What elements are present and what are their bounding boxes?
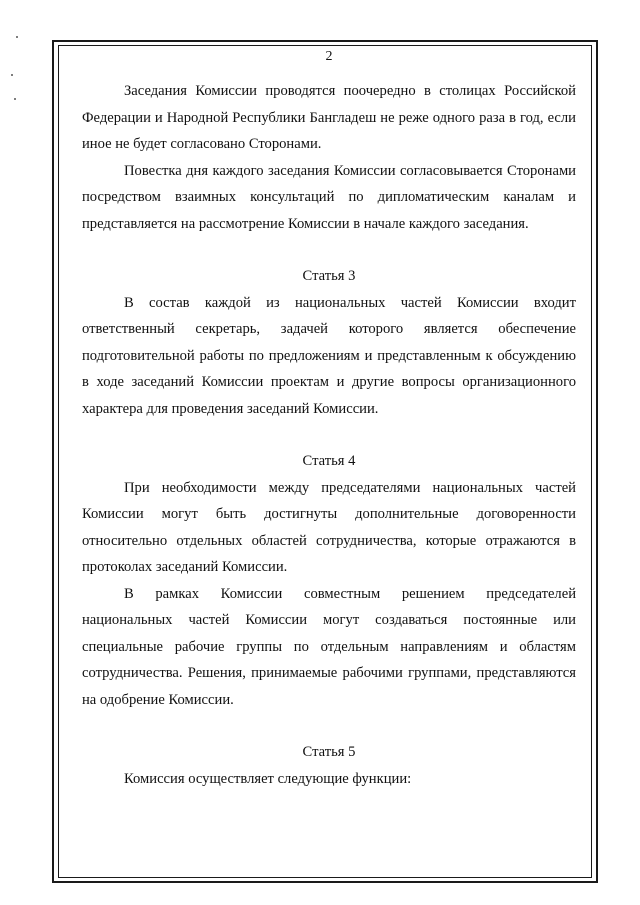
scan-speck — [14, 98, 16, 100]
paragraph-secretary: В состав каждой из национальных частей Комиссии входит ответственный секретарь, задачей которого является обеспечение подготовительной работы по предложениям и представленным к обсуждению в ходе заседаний Комиссии проектам и другие вопросы организационного характера для проведения заседаний Комиссии. — [82, 294, 576, 417]
paragraph-working-groups: В рамках Комиссии совместным решением председателей национальных частей Комиссии могут создаваться постоянные или специальные рабочие группы по отдельным направлениям и областям сотрудничества. Решения, принимаемые рабочими группами, представляются на одобрение Комиссии. — [82, 585, 576, 708]
page-number: 2 — [325, 49, 333, 64]
article-4-heading: Статья 4 — [302, 453, 356, 469]
paragraph-functions: Комиссия осуществляет следующие функции: — [124, 770, 412, 787]
section-gap — [82, 237, 576, 263]
paragraph-sessions: Заседания Комиссии проводятся поочередно в столицах Российской Федерации и Народной Республики Бангладеш не реже одного раза в год, если иное не будет согласовано Сторонами. — [82, 83, 576, 152]
article-5-heading: Статья 5 — [302, 744, 356, 760]
section-gap — [82, 713, 576, 739]
paragraph-agenda: Повестка дня каждого заседания Комиссии согласовывается Сторонами посредством взаимных консультаций по дипломатическим каналам и представляется на рассмотрение Комиссии в начале каждого заседания. — [82, 162, 576, 232]
article-3-heading: Статья 3 — [302, 268, 356, 284]
document-body — [82, 48, 576, 792]
section-gap — [82, 422, 576, 448]
paragraph-agreements: При необходимости между председателями национальных частей Комиссии могут быть достигнуты дополнительные договоренности относительно отдельных областей сотрудничества, которые отражаются в протоколах заседаний Комиссии. — [82, 479, 576, 575]
scan-speck — [16, 36, 18, 38]
scan-speck — [11, 74, 13, 76]
